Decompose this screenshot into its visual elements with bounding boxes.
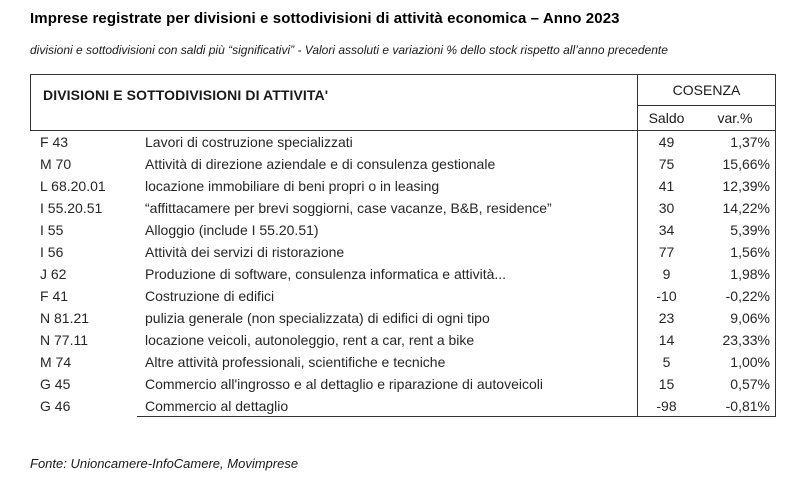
row-code: N 81.21	[40, 310, 90, 326]
row-code: F 41	[40, 288, 69, 304]
table-body	[30, 131, 776, 417]
header-var-label: var.%	[717, 110, 753, 126]
row-saldo: 34	[637, 219, 695, 241]
row-var: -0,81%	[695, 395, 776, 417]
row-var: 1,37%	[695, 131, 776, 153]
row-code: G 45	[40, 376, 71, 392]
row-description: locazione veicoli, autonoleggio, rent a car, rent a bike	[145, 332, 475, 348]
row-var: 9,06%	[695, 307, 776, 329]
row-var: 1,98%	[695, 263, 776, 285]
page-subtitle: divisioni e sottodivisioni con saldi più “significativi” - Valori assoluti e variazioni % dello stock rispetto all’anno precedente	[30, 43, 668, 57]
table-row	[30, 175, 776, 197]
table-row	[30, 241, 776, 263]
row-code: N 77.11	[40, 332, 88, 348]
header-saldo-label: Saldo	[648, 110, 685, 126]
table-row	[30, 131, 776, 153]
row-saldo: -10	[637, 285, 695, 307]
header-activity-label: DIVISIONI E SOTTODIVISIONI DI ATTIVITA'	[30, 75, 637, 130]
header-province-label: COSENZA	[638, 75, 775, 106]
row-saldo: 49	[637, 131, 695, 153]
row-description: Costruzione di edifici	[145, 288, 275, 304]
row-description: Altre attività professionali, scientifiche e tecniche	[145, 354, 446, 370]
row-var: 12,39%	[695, 175, 776, 197]
table-row	[30, 285, 776, 307]
row-code: M 74	[40, 354, 72, 370]
header-subcolumns	[638, 106, 775, 130]
row-var: 0,57%	[695, 373, 776, 395]
table-row	[30, 197, 776, 219]
row-saldo: 14	[637, 329, 695, 351]
row-code: J 62	[40, 266, 67, 282]
row-var: 1,00%	[695, 351, 776, 373]
table-row	[30, 307, 776, 329]
row-var: 14,22%	[695, 197, 776, 219]
row-description: Commercio all'ingrosso e al dettaglio e riparazione di autoveicoli	[145, 376, 543, 392]
table-header	[30, 74, 776, 131]
row-description: Commercio al dettaglio	[137, 395, 637, 417]
row-description: locazione immobiliare di beni propri o in leasing	[145, 178, 440, 194]
row-saldo: -98	[637, 395, 695, 417]
row-saldo: 5	[637, 351, 695, 373]
table-row	[30, 219, 776, 241]
row-saldo: 41	[637, 175, 695, 197]
row-var: 15,66%	[695, 153, 776, 175]
row-description: Attività dei servizi di ristorazione	[145, 244, 345, 260]
row-saldo: 9	[637, 263, 695, 285]
page-title: Imprese registrate per divisioni e sottodivisioni di attività economica – Anno 2023	[30, 10, 620, 27]
row-var: 1,56%	[695, 241, 776, 263]
row-code: L 68.20.01	[40, 178, 106, 194]
row-code: I 55.20.51	[40, 200, 103, 216]
row-code: G 46	[40, 398, 71, 414]
row-code: F 43	[40, 134, 69, 150]
row-description: Lavori di costruzione specializzati	[145, 134, 353, 150]
row-code: I 55	[40, 222, 64, 238]
row-saldo: 75	[637, 153, 695, 175]
row-code: M 70	[40, 156, 72, 172]
row-saldo: 30	[637, 197, 695, 219]
table-row	[30, 263, 776, 285]
row-code: I 56	[40, 244, 64, 260]
row-saldo: 23	[637, 307, 695, 329]
row-var: 23,33%	[695, 329, 776, 351]
row-description: Produzione di software, consulenza informatica e attività...	[145, 266, 507, 282]
table-row	[30, 153, 776, 175]
table-row	[30, 395, 776, 417]
row-description: pulizia generale (non specializzata) di edifici di ogni tipo	[145, 310, 490, 326]
row-description: Alloggio (include I 55.20.51)	[145, 222, 319, 238]
table-row	[30, 329, 776, 351]
header-province-group	[637, 75, 776, 130]
row-description: “affittacamere per brevi soggiorni, case vacanze, B&B, residence”	[145, 200, 552, 216]
row-saldo: 77	[637, 241, 695, 263]
row-var: 5,39%	[695, 219, 776, 241]
row-saldo: 15	[637, 373, 695, 395]
table-row	[30, 351, 776, 373]
row-var: -0,22%	[695, 285, 776, 307]
source-note: Fonte: Unioncamere-InfoCamere, Movimprese	[30, 456, 299, 471]
row-description: Attività di direzione aziendale e di consulenza gestionale	[145, 156, 496, 172]
registry-table	[30, 74, 776, 417]
table-row	[30, 373, 776, 395]
